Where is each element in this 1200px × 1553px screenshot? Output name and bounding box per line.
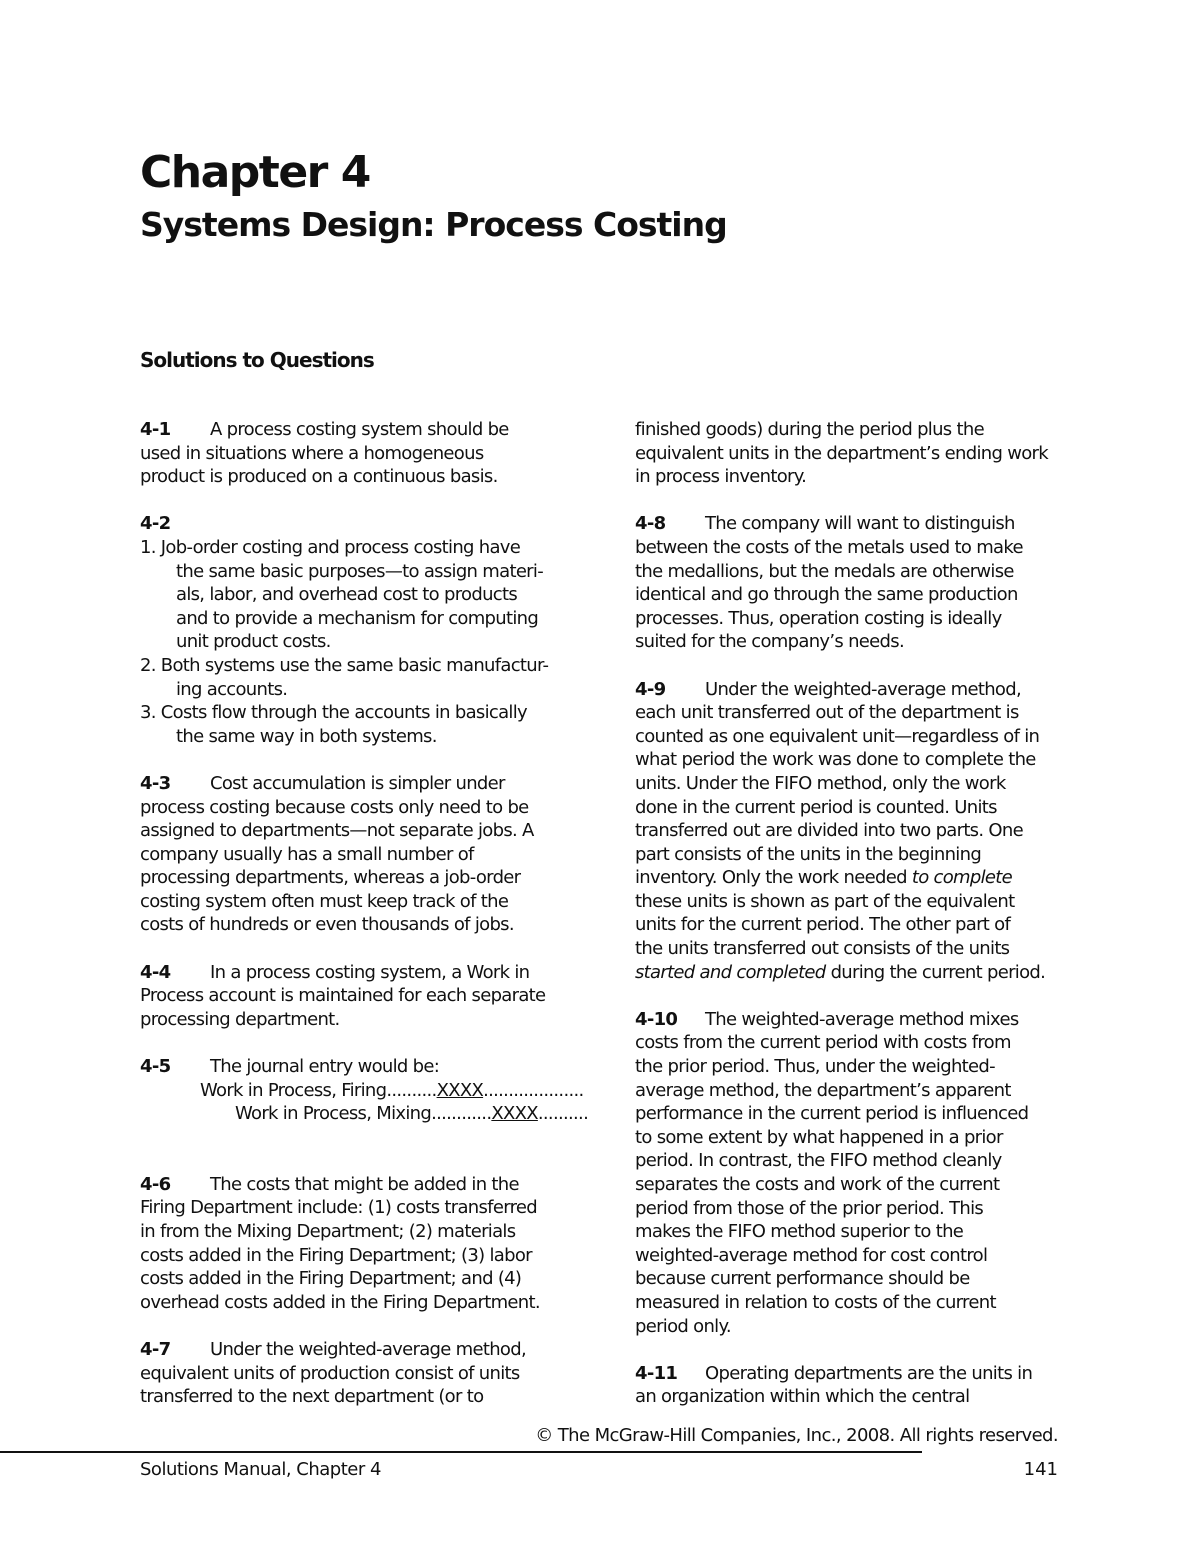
answer-line: finished goods) during the period plus the (635, 419, 984, 440)
answer-line: The journal entry would be: (210, 1056, 440, 1078)
dot-leader: .......... (386, 1079, 437, 1101)
question-number: 4-3 (140, 772, 171, 794)
answer-line: processing departments, whereas a job-order (140, 867, 521, 889)
answer-line: A process costing system should be (210, 419, 509, 440)
answer-line: Process account is maintained for each separate (140, 985, 546, 1007)
answer-line: to some extent by what happened in a prior (635, 1126, 1003, 1148)
list-item (140, 654, 625, 701)
answer-text: during the current period. (825, 961, 1046, 983)
answer-line: costs added in the Firing Department; and (4) (140, 1268, 522, 1290)
answer-line: equivalent units in the department’s ending work (635, 442, 1048, 464)
answer-line: the units transferred out consists of the units (635, 938, 1010, 960)
answer-line: costs from the current period with costs from (635, 1032, 1011, 1054)
question-number: 4-1 (140, 419, 171, 440)
answer-line: units. Under the FIFO method, only the work (635, 772, 1006, 794)
answer-4-8 (635, 512, 1065, 654)
answer-line: processing department. (140, 1008, 340, 1030)
answer-line: Operating departments are the units in (705, 1362, 1033, 1384)
answer-4-6 (140, 1173, 625, 1315)
answer-line: period. In contrast, the FIFO method cleanly (635, 1150, 1002, 1172)
answer-line: measured in relation to costs of the current (635, 1291, 996, 1313)
answer-line: costs of hundreds or even thousands of jobs. (140, 914, 514, 936)
answer-line: used in situations where a homogeneous (140, 442, 484, 464)
answer-line: the same basic purposes—to assign materi- (176, 560, 543, 582)
section-heading: Solutions to Questions (140, 348, 374, 372)
answer-line: 3. Costs flow through the accounts in basically (140, 702, 527, 724)
journal-amount: XXXX (436, 1079, 484, 1101)
answer-line: period only. (635, 1315, 731, 1337)
chapter-title: Chapter 4 (140, 147, 370, 198)
answer-line: these units is shown as part of the equivalent (635, 890, 1015, 912)
list-item (140, 536, 625, 654)
answer-line: what period the work was done to complete the (635, 749, 1036, 771)
answer-line: performance in the current period is influenced (635, 1103, 1029, 1125)
answer-line: and to provide a mechanism for computing (176, 607, 539, 629)
answer-line: equivalent units of production consist of units (140, 1362, 520, 1384)
answer-line: transferred out are divided into two parts. One (635, 820, 1023, 842)
journal-credit-line (140, 1102, 625, 1126)
emphasis-text: started and completed (635, 961, 826, 983)
answer-line (635, 866, 1065, 890)
emphasis-text: to complete (911, 867, 1013, 889)
footer-rule (0, 1451, 922, 1453)
answer-line: suited for the company’s needs. (635, 631, 904, 653)
answer-4-5 (140, 1055, 625, 1126)
answer-line: transferred to the next department (or to (140, 1386, 484, 1408)
answer-line: processes. Thus, operation costing is ideally (635, 607, 1002, 629)
answer-line: ing accounts. (176, 678, 288, 700)
dot-leader: .......... (537, 1103, 589, 1125)
answer-line: separates the costs and work of the current (635, 1174, 1000, 1195)
answer-4-9 (635, 678, 1065, 985)
question-number: 4-7 (140, 1338, 171, 1360)
answer-line: period from those of the prior period. This (635, 1197, 984, 1219)
answer-line: the same way in both systems. (176, 725, 437, 747)
answer-line: average method, the department’s apparent (635, 1079, 1011, 1101)
answer-line: Cost accumulation is simpler under (210, 772, 505, 794)
question-number: 4-9 (635, 678, 666, 700)
answer-line: unit product costs. (176, 631, 331, 653)
journal-debit-line (140, 1079, 625, 1103)
question-number: 4-8 (635, 513, 666, 535)
right-column (635, 418, 1065, 1409)
answer-line: product is produced on a continuous basis. (140, 466, 498, 488)
list-item (140, 701, 625, 748)
answer-line: als, labor, and overhead cost to products (176, 584, 518, 606)
answer-line: in process inventory. (635, 466, 807, 488)
question-number: 4-5 (140, 1056, 171, 1078)
answer-line: The company will want to distinguish (705, 513, 1015, 535)
answer-line (635, 961, 1065, 985)
dot-leader: ............ (431, 1103, 492, 1125)
left-column (140, 418, 625, 1409)
answer-text: inventory. Only the work needed (635, 867, 912, 889)
answer-line: the medallions, but the medals are otherwise (635, 560, 1014, 582)
answer-4-1 (140, 418, 625, 489)
answer-4-10 (635, 1008, 1065, 1338)
answer-line: 2. Both systems use the same basic manufactur- (140, 654, 549, 676)
chapter-subtitle: Systems Design: Process Costing (140, 205, 727, 244)
journal-amount: XXXX (491, 1103, 538, 1125)
answer-line: Under the weighted-average method, (210, 1338, 526, 1360)
answer-4-4 (140, 961, 625, 1032)
answer-line: an organization within which the central (635, 1386, 970, 1408)
answer-line: overhead costs added in the Firing Department. (140, 1291, 540, 1313)
answer-line: identical and go through the same production (635, 584, 1018, 606)
question-number: 4-6 (140, 1173, 171, 1195)
answer-line: process costing because costs only need to be (140, 796, 529, 818)
answer-line: part consists of the units in the beginning (635, 843, 982, 865)
answer-line: In a process costing system, a Work in (210, 961, 530, 983)
answer-line: The weighted-average method mixes (705, 1008, 1019, 1030)
copyright-notice: © The McGraw-Hill Companies, Inc., 2008. All rights reserved. (535, 1425, 1058, 1446)
answer-line: each unit transferred out of the department is (635, 702, 1019, 724)
answer-line: done in the current period is counted. Units (635, 796, 997, 818)
footer-title: Solutions Manual, Chapter 4 (140, 1459, 381, 1480)
answer-4-7-continued (635, 418, 1065, 489)
journal-account: Work in Process, Firing (200, 1079, 387, 1101)
journal-account: Work in Process, Mixing (235, 1103, 432, 1125)
answer-line: the prior period. Thus, under the weighted- (635, 1056, 995, 1078)
answer-line: because current performance should be (635, 1268, 970, 1290)
answer-line: weighted-average method for cost control (635, 1244, 988, 1266)
answer-line: costs added in the Firing Department; (3) labor (140, 1244, 532, 1266)
answer-line: 1. Job-order costing and process costing have (140, 536, 521, 558)
answer-line: makes the FIFO method superior to the (635, 1221, 964, 1243)
answer-line: costing system often must keep track of the (140, 890, 509, 912)
answer-4-11 (635, 1362, 1065, 1409)
answer-line: Under the weighted-average method, (705, 678, 1021, 700)
question-number: 4-4 (140, 961, 171, 983)
answer-line: The costs that might be added in the (210, 1173, 519, 1195)
page-number: 141 (1023, 1459, 1058, 1480)
answer-line: in from the Mixing Department; (2) materials (140, 1221, 516, 1242)
answer-line: company usually has a small number of (140, 843, 474, 865)
dot-leader: .................... (483, 1079, 584, 1101)
answer-line: counted as one equivalent unit—regardless of in (635, 725, 1040, 747)
question-number: 4-10 (635, 1008, 678, 1030)
answer-4-2 (140, 512, 625, 748)
answer-line: assigned to departments—not separate jobs. A (140, 820, 534, 842)
question-number: 4-2 (140, 513, 171, 535)
answer-4-7 (140, 1338, 625, 1409)
answer-line: Firing Department include: (1) costs transferred (140, 1197, 537, 1219)
answer-line: between the costs of the metals used to make (635, 536, 1023, 558)
question-number: 4-11 (635, 1362, 678, 1384)
answer-line: units for the current period. The other part of (635, 914, 1011, 936)
answer-4-3 (140, 772, 625, 937)
